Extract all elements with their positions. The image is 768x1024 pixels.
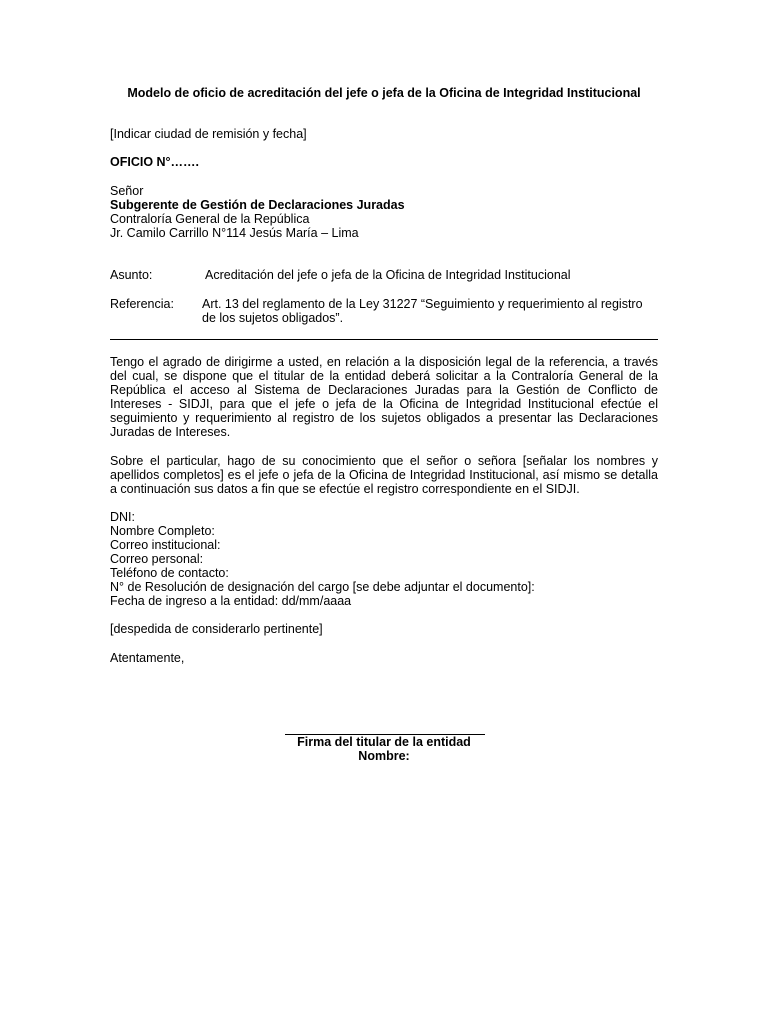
referencia-label: Referencia: [110, 297, 174, 311]
field-dni: DNI: [110, 510, 135, 524]
recipient-salutation: Señor [110, 184, 144, 198]
field-telefono: Teléfono de contacto: [110, 566, 229, 580]
field-resolucion: N° de Resolución de designación del cargo [se debe adjuntar el documento]: [110, 580, 535, 594]
recipient-organization: Contraloría General de la República [110, 212, 310, 226]
signature-name: Nombre: [358, 749, 410, 763]
farewell-text: [despedida de considerarlo pertinente] [110, 622, 323, 636]
field-nombre: Nombre Completo: [110, 524, 215, 538]
field-correo-institucional: Correo institucional: [110, 538, 221, 552]
divider-line [110, 339, 658, 340]
asunto-value: Acreditación del jefe o jefa de la Oficina de Integridad Institucional [205, 268, 571, 282]
field-fecha-ingreso: Fecha de ingreso a la entidad: dd/mm/aaaa [110, 594, 352, 608]
signature-title: Firma del titular de la entidad [297, 735, 471, 749]
recipient-position: Subgerente de Gestión de Declaraciones Juradas [110, 198, 405, 212]
document-title: Modelo de oficio de acreditación del jefe o jefa de la Oficina de Integridad Institucional [127, 86, 641, 100]
field-correo-personal: Correo personal: [110, 552, 204, 566]
oficio-number: OFICIO N°……. [110, 155, 200, 169]
referencia-value: Art. 13 del reglamento de la Ley 31227 “Seguimiento y requerimiento al registro de los sujetos obligados”. [202, 297, 643, 325]
asunto-label: Asunto: [110, 268, 153, 282]
recipient-address: Jr. Camilo Carrillo N°114 Jesús María – Lima [110, 226, 359, 240]
body-paragraph-1: Tengo el agrado de dirigirme a usted, en relación a la disposición legal de la referencia, a través del cual, se dispone que el titular de la entidad deberá solicitar a la Contraloría General de la República el acceso al Sistema de Declaraciones Juradas para la Gestión de Conflicto de Intereses - SIDJI, para que el jefe o jefa de la Oficina de Integridad Institucional efectúe el seguimiento y requerimiento al registro de los sujetos obligados a presentar las Declaraciones Juradas de Intereses. [110, 355, 658, 439]
document-page [110, 0, 658, 1024]
body-paragraph-2: Sobre el particular, hago de su conocimiento que el señor o señora [señalar los nombres y apellidos completos] es el jefe o jefa de la Oficina de Integridad Institucional, así mismo se detalla a continuación sus datos a fin que se efectúe el registro correspondiente en el SIDJI. [110, 454, 658, 496]
closing-text: Atentamente, [110, 651, 185, 665]
place-date: [Indicar ciudad de remisión y fecha] [110, 127, 307, 141]
